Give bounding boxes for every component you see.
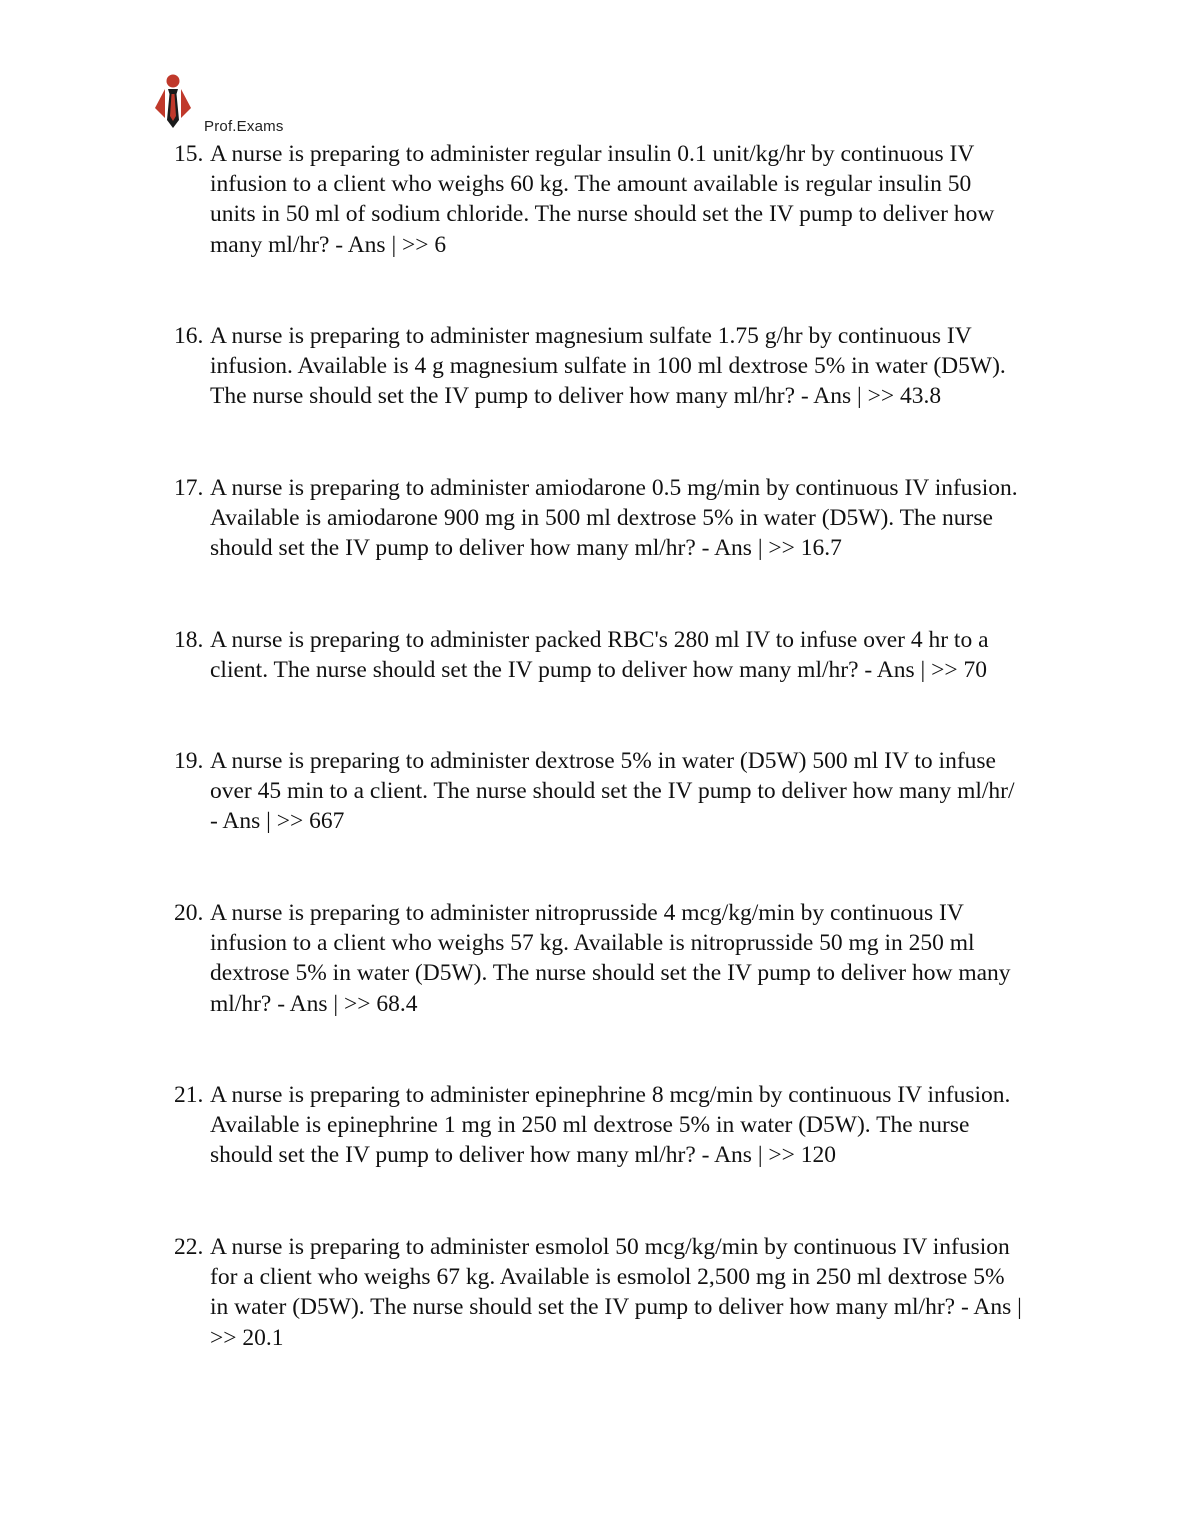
question-line: Available is epinephrine 1 mg in 250 ml dextrose 5% in water (D5W). The nurse <box>210 1112 970 1139</box>
question-line: A nurse is preparing to administer amiodarone 0.5 mg/min by continuous IV infusion. <box>210 475 1018 501</box>
question-item-22 <box>174 1232 1074 1353</box>
question-answer-line: client. The nurse should set the IV pump to deliver how many ml/hr? - Ans | >> 70 <box>210 657 988 684</box>
question-text <box>210 625 1060 685</box>
question-answer-line: should set the IV pump to deliver how many ml/hr? - Ans | >> 16.7 <box>210 535 842 562</box>
question-number: 17. <box>174 475 204 501</box>
question-answer-line: The nurse should set the IV pump to deliver how many ml/hr? - Ans | >> 43.8 <box>210 383 942 410</box>
question-number: 18. <box>174 627 204 653</box>
brand-name: Prof.Exams <box>204 118 284 135</box>
question-line: infusion to a client who weighs 57 kg. Available is nitroprusside 50 mg in 250 ml <box>210 930 975 957</box>
question-number: 15. <box>174 141 204 167</box>
question-line: infusion. Available is 4 g magnesium sulfate in 100 ml dextrose 5% in water (D5W). <box>210 353 1006 380</box>
question-line: A nurse is preparing to administer packed RBC's 280 ml IV to infuse over 4 hr to a <box>210 627 989 653</box>
question-line: A nurse is preparing to administer magnesium sulfate 1.75 g/hr by continuous IV <box>210 323 972 349</box>
question-answer-line: >> 20.1 <box>210 1324 284 1351</box>
question-text <box>210 139 1060 260</box>
question-number: 20. <box>174 900 204 926</box>
question-number: 16. <box>174 323 204 349</box>
question-line: A nurse is preparing to administer nitroprusside 4 mcg/kg/min by continuous IV <box>210 900 964 926</box>
question-line: in water (D5W). The nurse should set the IV pump to deliver how many ml/hr? - Ans | <box>210 1294 1022 1321</box>
question-item-21 <box>174 1080 1074 1171</box>
question-item-20 <box>174 898 1074 1019</box>
question-item-15 <box>174 139 1074 260</box>
question-line: A nurse is preparing to administer regular insulin 0.1 unit/kg/hr by continuous IV <box>210 141 975 167</box>
question-answer-line: many ml/hr? - Ans | >> 6 <box>210 231 447 258</box>
question-answer-line: - Ans | >> 667 <box>210 808 345 835</box>
question-number: 19. <box>174 748 204 774</box>
question-line: units in 50 ml of sodium chloride. The nurse should set the IV pump to deliver how <box>210 201 995 228</box>
question-line: A nurse is preparing to administer esmolol 50 mcg/kg/min by continuous IV infusion <box>210 1234 1010 1260</box>
prof-exams-logo-icon <box>152 72 200 130</box>
question-item-17 <box>174 473 1074 564</box>
question-text <box>210 898 1060 1019</box>
question-item-19 <box>174 746 1074 837</box>
question-line: A nurse is preparing to administer dextrose 5% in water (D5W) 500 ml IV to infuse <box>210 748 996 774</box>
question-answer-line: should set the IV pump to deliver how many ml/hr? - Ans | >> 120 <box>210 1142 837 1169</box>
question-text <box>210 746 1060 837</box>
question-text <box>210 1080 1060 1171</box>
question-line: A nurse is preparing to administer epinephrine 8 mcg/min by continuous IV infusion. <box>210 1082 1011 1108</box>
question-line: for a client who weighs 67 kg. Available is esmolol 2,500 mg in 250 ml dextrose 5% <box>210 1264 1005 1291</box>
question-line: over 45 min to a client. The nurse should set the IV pump to deliver how many ml/hr/ <box>210 778 1015 805</box>
question-text <box>210 321 1060 412</box>
question-text <box>210 473 1060 564</box>
question-item-16 <box>174 321 1074 412</box>
question-item-18 <box>174 625 1074 685</box>
question-line: infusion to a client who weighs 60 kg. The amount available is regular insulin 50 <box>210 171 972 198</box>
question-number: 21. <box>174 1082 204 1108</box>
question-number: 22. <box>174 1234 204 1260</box>
question-text <box>210 1232 1060 1353</box>
question-line: Available is amiodarone 900 mg in 500 ml dextrose 5% in water (D5W). The nurse <box>210 505 993 532</box>
question-answer-line: ml/hr? - Ans | >> 68.4 <box>210 990 418 1017</box>
question-line: dextrose 5% in water (D5W). The nurse should set the IV pump to deliver how many <box>210 960 1011 987</box>
